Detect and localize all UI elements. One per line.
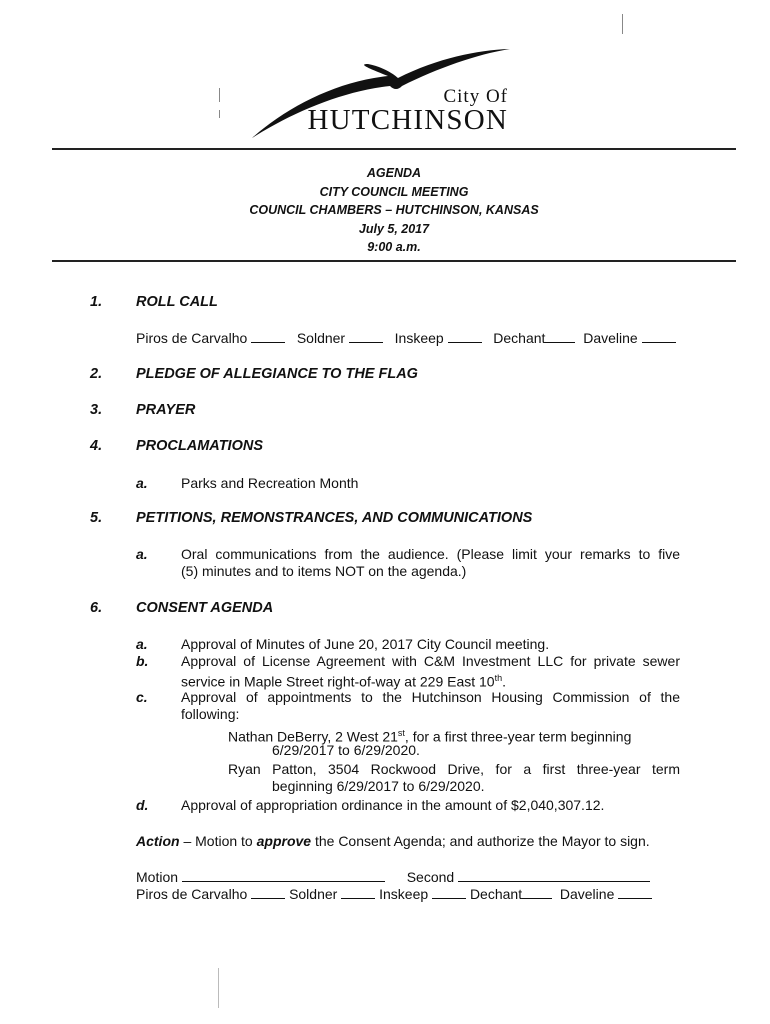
item-number: 5. bbox=[90, 510, 103, 526]
scan-speck bbox=[622, 14, 623, 34]
text-run: Nathan DeBerry, 2 West 21 bbox=[228, 728, 398, 745]
sub-item-text: Parks and Recreation Month bbox=[181, 475, 359, 491]
motion-row bbox=[136, 869, 650, 885]
superscript: th bbox=[494, 673, 503, 683]
text-run: . bbox=[502, 673, 506, 690]
action-line bbox=[136, 833, 650, 849]
member-name: Inskeep bbox=[379, 886, 429, 902]
member-name: Daveline bbox=[559, 886, 615, 902]
roll-call-row bbox=[136, 330, 676, 346]
vote-blank bbox=[432, 886, 466, 899]
header-top-rule bbox=[52, 148, 736, 150]
sub-item-text: Approval of Minutes of June 20, 2017 City Council meeting. bbox=[181, 636, 550, 652]
section-title-consent: CONSENT AGENDA bbox=[136, 600, 274, 616]
sub-item-text: Approval of appointments to the Hutchinson Housing Commission of the bbox=[181, 689, 680, 705]
sub-item-text: following: bbox=[181, 706, 240, 722]
section-title-prayer: PRAYER bbox=[136, 402, 196, 418]
sub-item-letter: a. bbox=[136, 475, 148, 491]
sub-item-text: Approval of License Agreement with C&M Investment LLC for private sewer bbox=[181, 653, 680, 669]
member-name: Soldner bbox=[296, 330, 346, 346]
member-name: Dechant bbox=[469, 886, 523, 902]
second-blank bbox=[458, 869, 650, 882]
action-label: Action bbox=[136, 833, 180, 849]
header-line: July 5, 2017 bbox=[358, 221, 430, 236]
sub-item-letter: d. bbox=[136, 797, 149, 813]
scan-speck bbox=[219, 110, 220, 118]
text-run: the Consent Agenda; and authorize the Mayor to sign. bbox=[311, 833, 650, 849]
vote-blank bbox=[341, 886, 375, 899]
item-number: 6. bbox=[90, 600, 103, 616]
logo-hutchinson: HUTCHINSON bbox=[307, 104, 508, 136]
appointment-line: 6/29/2017 to 6/29/2020. bbox=[272, 742, 420, 758]
item-number: 1. bbox=[90, 294, 103, 310]
appointment-line: beginning 6/29/2017 to 6/29/2020. bbox=[272, 778, 485, 794]
sub-item-text: Oral communications from the audience. (Please limit your remarks to five bbox=[181, 546, 680, 562]
vote-blank bbox=[642, 330, 676, 343]
member-name: Piros de Carvalho bbox=[136, 886, 248, 902]
text-run: service in Maple Street right-of-way at 229 East 10 bbox=[181, 673, 495, 690]
member-name: Soldner bbox=[289, 886, 338, 902]
vote-blank bbox=[618, 886, 652, 899]
header-line: CITY COUNCIL MEETING bbox=[319, 184, 469, 199]
section-title-roll-call: ROLL CALL bbox=[136, 294, 218, 310]
sub-item-letter: c. bbox=[136, 689, 148, 705]
sub-item-letter: a. bbox=[136, 636, 148, 652]
logo-city-of: City Of bbox=[443, 86, 508, 107]
scan-speck bbox=[219, 88, 220, 102]
text-run: , for a first three-year term beginning bbox=[404, 728, 632, 745]
second-label: Second bbox=[406, 869, 455, 885]
sub-item-letter: b. bbox=[136, 653, 149, 669]
sub-item-text: (5) minutes and to items NOT on the agenda.) bbox=[181, 563, 467, 579]
section-title-petitions: PETITIONS, REMONSTRANCES, AND COMMUNICATIONS bbox=[136, 510, 533, 526]
action-verb: approve bbox=[256, 833, 312, 849]
agenda-header bbox=[52, 164, 736, 257]
sub-item-text bbox=[181, 670, 506, 691]
vote-blank bbox=[251, 886, 285, 899]
sub-item-text: Approval of appropriation ordinance in the amount of $2,040,307.12. bbox=[181, 797, 605, 813]
text-run: – Motion to bbox=[179, 833, 257, 849]
item-number: 2. bbox=[90, 366, 103, 382]
member-name: Piros de Carvalho bbox=[136, 330, 248, 346]
member-name: Dechant bbox=[493, 330, 546, 346]
item-number: 4. bbox=[90, 438, 103, 454]
scan-speck bbox=[218, 968, 219, 1008]
sub-item-letter: a. bbox=[136, 546, 148, 562]
header-line: 9:00 a.m. bbox=[367, 240, 421, 254]
member-name: Inskeep bbox=[394, 330, 444, 346]
section-title-pledge: PLEDGE OF ALLEGIANCE TO THE FLAG bbox=[136, 366, 418, 382]
vote-blank bbox=[448, 330, 482, 343]
header-bottom-rule bbox=[52, 260, 736, 262]
member-name: Daveline bbox=[583, 330, 638, 346]
superscript: st bbox=[397, 728, 405, 738]
vote-blank bbox=[251, 330, 285, 343]
header-line: COUNCIL CHAMBERS – HUTCHINSON, KANSAS bbox=[249, 203, 539, 217]
appointment-line: Ryan Patton, 3504 Rockwood Drive, for a first three-year term bbox=[228, 761, 680, 777]
header-line: AGENDA bbox=[366, 166, 422, 180]
section-title-proclamations: PROCLAMATIONS bbox=[136, 438, 264, 454]
motion-blank bbox=[182, 869, 385, 882]
vote-blank bbox=[349, 330, 383, 343]
vote-blank bbox=[522, 886, 552, 899]
roll-call-row bbox=[136, 886, 652, 902]
motion-label: Motion bbox=[136, 869, 179, 885]
item-number: 3. bbox=[90, 402, 103, 418]
vote-blank bbox=[545, 330, 575, 343]
